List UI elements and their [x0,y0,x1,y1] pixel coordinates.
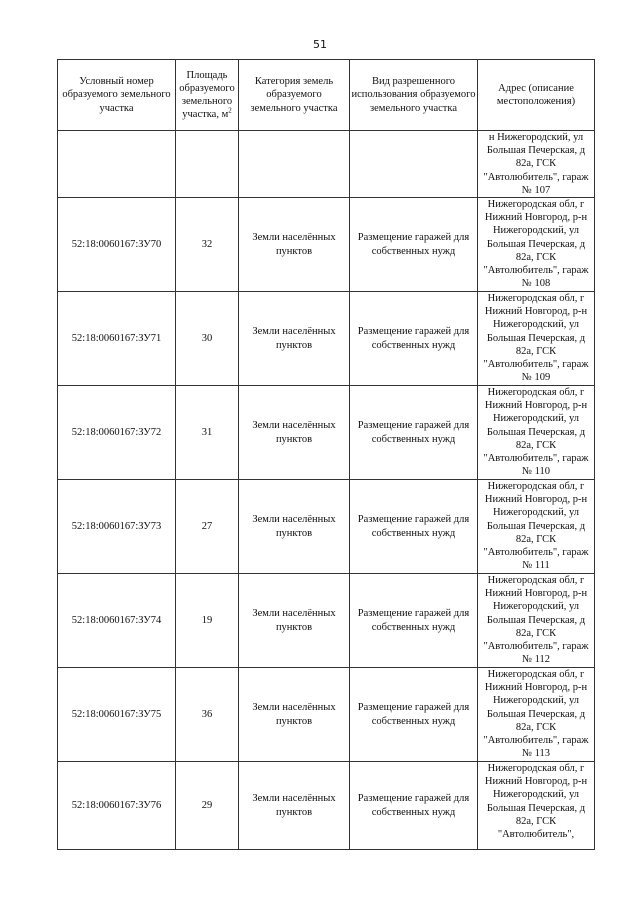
cell-plot-area: 19 [176,574,239,668]
cell-land-category: Земли населённых пунктов [239,574,350,668]
cell-empty [350,131,478,198]
cell-address: Нижегородская обл, г Нижний Новгород, р-н Нижегородский, ул Большая Печерская, д 82а, ГСК "Автолюбитель", гараж № 113 [478,668,595,762]
table-row [58,574,595,668]
cell-address: Нижегородская обл, г Нижний Новгород, р-н Нижегородский, ул Большая Печерская, д 82а, ГСК "Автолюбитель", гараж № 109 [478,292,595,386]
cell-land-category: Земли населённых пунктов [239,386,350,480]
cell-empty [176,131,239,198]
cell-plot-number: 52:18:0060167:ЗУ71 [58,292,176,386]
cell-permitted-use: Размещение гаражей для собственных нужд [350,668,478,762]
table-row-continuation [58,131,595,198]
cell-plot-area: 31 [176,386,239,480]
cell-land-category: Земли населённых пунктов [239,480,350,574]
table-header-row [58,60,595,131]
cell-empty [58,131,176,198]
cell-plot-number: 52:18:0060167:ЗУ70 [58,198,176,292]
cell-permitted-use: Размещение гаражей для собственных нужд [350,480,478,574]
cell-empty [239,131,350,198]
cell-permitted-use: Размещение гаражей для собственных нужд [350,762,478,850]
cell-plot-area: 29 [176,762,239,850]
cell-plot-number: 52:18:0060167:ЗУ76 [58,762,176,850]
cell-address: Нижегородская обл, г Нижний Новгород, р-н Нижегородский, ул Большая Печерская, д 82а, ГСК "Автолюбитель", гараж № 108 [478,198,595,292]
table-row [58,198,595,292]
cell-land-category: Земли населённых пунктов [239,668,350,762]
cell-plot-area: 30 [176,292,239,386]
cell-permitted-use: Размещение гаражей для собственных нужд [350,386,478,480]
header-plot-number: Условный номер образуемого земельного участка [58,60,176,131]
cell-permitted-use: Размещение гаражей для собственных нужд [350,292,478,386]
table-row [58,386,595,480]
cell-permitted-use: Размещение гаражей для собственных нужд [350,198,478,292]
cell-plot-number: 52:18:0060167:ЗУ74 [58,574,176,668]
cell-address: Нижегородская обл, г Нижний Новгород, р-н Нижегородский, ул Большая Печерская, д 82а, ГСК "Автолюбитель", [478,762,595,850]
cell-plot-area: 32 [176,198,239,292]
cell-land-category: Земли населённых пунктов [239,292,350,386]
cell-plot-number: 52:18:0060167:ЗУ72 [58,386,176,480]
cell-address: Нижегородская обл, г Нижний Новгород, р-н Нижегородский, ул Большая Печерская, д 82а, ГСК "Автолюбитель", гараж № 110 [478,386,595,480]
cell-permitted-use: Размещение гаражей для собственных нужд [350,574,478,668]
table-row [58,762,595,850]
cell-address: Нижегородская обл, г Нижний Новгород, р-н Нижегородский, ул Большая Печерская, д 82а, ГСК "Автолюбитель", гараж № 111 [478,480,595,574]
cell-land-category: Земли населённых пунктов [239,762,350,850]
header-land-category: Категория земель образуемого земельного участка [239,60,350,131]
header-address: Адрес (описание местоположения) [478,60,595,131]
table-row [58,668,595,762]
table-row [58,480,595,574]
cell-plot-area: 36 [176,668,239,762]
cell-plot-area: 27 [176,480,239,574]
cell-plot-number: 52:18:0060167:ЗУ75 [58,668,176,762]
cell-land-category: Земли населённых пунктов [239,198,350,292]
cell-address: Нижегородская обл, г Нижний Новгород, р-н Нижегородский, ул Большая Печерская, д 82а, ГСК "Автолюбитель", гараж № 112 [478,574,595,668]
header-plot-area-text: Площадь образуемого земельного участка, м [179,69,235,121]
header-permitted-use: Вид разрешенного использования образуемого земельного участка [350,60,478,131]
page-number: 51 [313,38,327,51]
header-plot-area [176,60,239,131]
land-plots-table [57,59,595,850]
header-plot-area-unit-exp: 2 [228,106,232,115]
cell-plot-number: 52:18:0060167:ЗУ73 [58,480,176,574]
table-row [58,292,595,386]
cell-address: н Нижегородский, ул Большая Печерская, д 82а, ГСК "Автолюбитель", гараж № 107 [478,131,595,198]
